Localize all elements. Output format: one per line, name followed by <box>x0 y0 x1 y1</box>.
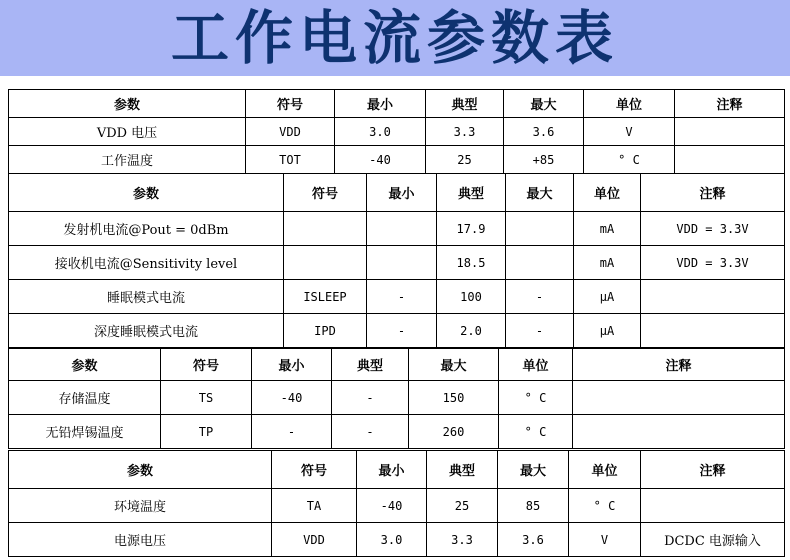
cell-min <box>367 212 437 246</box>
cell-typ: 100 <box>437 280 506 314</box>
title-banner <box>0 0 790 76</box>
cell-symbol: TS <box>161 381 252 415</box>
header-typ: 典型 <box>437 174 506 212</box>
cell-min: -40 <box>357 489 427 523</box>
cell-param: VDD 电压 <box>9 118 246 146</box>
cell-min: - <box>367 280 437 314</box>
cell-max <box>506 212 574 246</box>
table-row <box>9 118 785 146</box>
header-max: 最大 <box>506 174 574 212</box>
header-typ: 典型 <box>426 90 504 118</box>
cell-max <box>506 246 574 280</box>
cell-typ: 18.5 <box>437 246 506 280</box>
header-symbol: 符号 <box>284 174 367 212</box>
cell-param: 发射机电流@Pout = 0dBm <box>9 212 284 246</box>
cell-unit: μA <box>574 314 641 348</box>
header-note: 注释 <box>573 349 785 381</box>
cell-min: 3.0 <box>357 523 427 557</box>
header-param: 参数 <box>9 174 284 212</box>
cell-max: 3.6 <box>498 523 569 557</box>
cell-min: - <box>252 415 332 449</box>
header-unit: 单位 <box>584 90 675 118</box>
cell-param: 环境温度 <box>9 489 272 523</box>
header-unit: 单位 <box>574 174 641 212</box>
cell-min: -40 <box>335 146 426 174</box>
cell-symbol: VDD <box>246 118 335 146</box>
cell-max: - <box>506 280 574 314</box>
header-param: 参数 <box>9 349 161 381</box>
cell-param: 存储温度 <box>9 381 161 415</box>
cell-typ: 25 <box>426 146 504 174</box>
cell-note: VDD = 3.3V <box>641 212 785 246</box>
header-param: 参数 <box>9 451 272 489</box>
table-header-row <box>9 90 785 118</box>
header-unit: 单位 <box>569 451 641 489</box>
cell-min: 3.0 <box>335 118 426 146</box>
header-symbol: 符号 <box>161 349 252 381</box>
cell-param: 睡眠模式电流 <box>9 280 284 314</box>
header-min: 最小 <box>367 174 437 212</box>
parameter-table-2 <box>8 173 785 348</box>
header-symbol: 符号 <box>246 90 335 118</box>
cell-note <box>641 280 785 314</box>
cell-symbol <box>284 212 367 246</box>
table-header-row <box>9 349 785 381</box>
table-row <box>9 523 785 557</box>
cell-max: 260 <box>409 415 499 449</box>
cell-unit: ° C <box>569 489 641 523</box>
cell-note: DCDC 电源输入 <box>641 523 785 557</box>
cell-note <box>573 415 785 449</box>
header-note: 注释 <box>675 90 785 118</box>
cell-typ: 17.9 <box>437 212 506 246</box>
header-max: 最大 <box>498 451 569 489</box>
cell-param: 工作温度 <box>9 146 246 174</box>
header-max: 最大 <box>504 90 584 118</box>
cell-param: 电源电压 <box>9 523 272 557</box>
cell-note <box>675 118 785 146</box>
cell-unit: V <box>584 118 675 146</box>
cell-param: 无铅焊锡温度 <box>9 415 161 449</box>
cell-param: 深度睡眠模式电流 <box>9 314 284 348</box>
table-row <box>9 415 785 449</box>
header-unit: 单位 <box>499 349 573 381</box>
cell-symbol <box>284 246 367 280</box>
cell-note <box>675 146 785 174</box>
cell-max: 3.6 <box>504 118 584 146</box>
cell-param: 接收机电流@Sensitivity level <box>9 246 284 280</box>
cell-unit: mA <box>574 246 641 280</box>
cell-typ: 25 <box>427 489 498 523</box>
header-param: 参数 <box>9 90 246 118</box>
header-min: 最小 <box>252 349 332 381</box>
table-row <box>9 489 785 523</box>
cell-max: 85 <box>498 489 569 523</box>
page-title: 工作电流参数表 <box>170 4 619 72</box>
header-min: 最小 <box>357 451 427 489</box>
cell-unit: mA <box>574 212 641 246</box>
cell-max: 150 <box>409 381 499 415</box>
header-typ: 典型 <box>332 349 409 381</box>
parameter-table-3 <box>8 348 785 449</box>
cell-min: -40 <box>252 381 332 415</box>
cell-min <box>367 246 437 280</box>
cell-typ: 2.0 <box>437 314 506 348</box>
header-max: 最大 <box>409 349 499 381</box>
cell-symbol: IPD <box>284 314 367 348</box>
cell-note: VDD = 3.3V <box>641 246 785 280</box>
cell-symbol: VDD <box>272 523 357 557</box>
cell-unit: ° C <box>499 381 573 415</box>
cell-unit: ° C <box>499 415 573 449</box>
cell-typ: - <box>332 381 409 415</box>
table-header-row <box>9 174 785 212</box>
table-row <box>9 314 785 348</box>
cell-typ: - <box>332 415 409 449</box>
header-min: 最小 <box>335 90 426 118</box>
cell-note <box>641 314 785 348</box>
header-typ: 典型 <box>427 451 498 489</box>
parameter-table-4 <box>8 450 785 557</box>
table-row <box>9 381 785 415</box>
table-header-row <box>9 451 785 489</box>
cell-typ: 3.3 <box>427 523 498 557</box>
cell-min: - <box>367 314 437 348</box>
cell-unit: ° C <box>584 146 675 174</box>
cell-symbol: TP <box>161 415 252 449</box>
cell-unit: μA <box>574 280 641 314</box>
table-row <box>9 280 785 314</box>
table-row <box>9 212 785 246</box>
table-row <box>9 146 785 174</box>
cell-unit: V <box>569 523 641 557</box>
parameter-table-1 <box>8 89 785 174</box>
table-row <box>9 246 785 280</box>
cell-max: - <box>506 314 574 348</box>
header-note: 注释 <box>641 174 785 212</box>
cell-symbol: TOT <box>246 146 335 174</box>
cell-symbol: TA <box>272 489 357 523</box>
cell-note <box>641 489 785 523</box>
cell-note <box>573 381 785 415</box>
header-note: 注释 <box>641 451 785 489</box>
header-symbol: 符号 <box>272 451 357 489</box>
cell-typ: 3.3 <box>426 118 504 146</box>
cell-max: +85 <box>504 146 584 174</box>
cell-symbol: ISLEEP <box>284 280 367 314</box>
